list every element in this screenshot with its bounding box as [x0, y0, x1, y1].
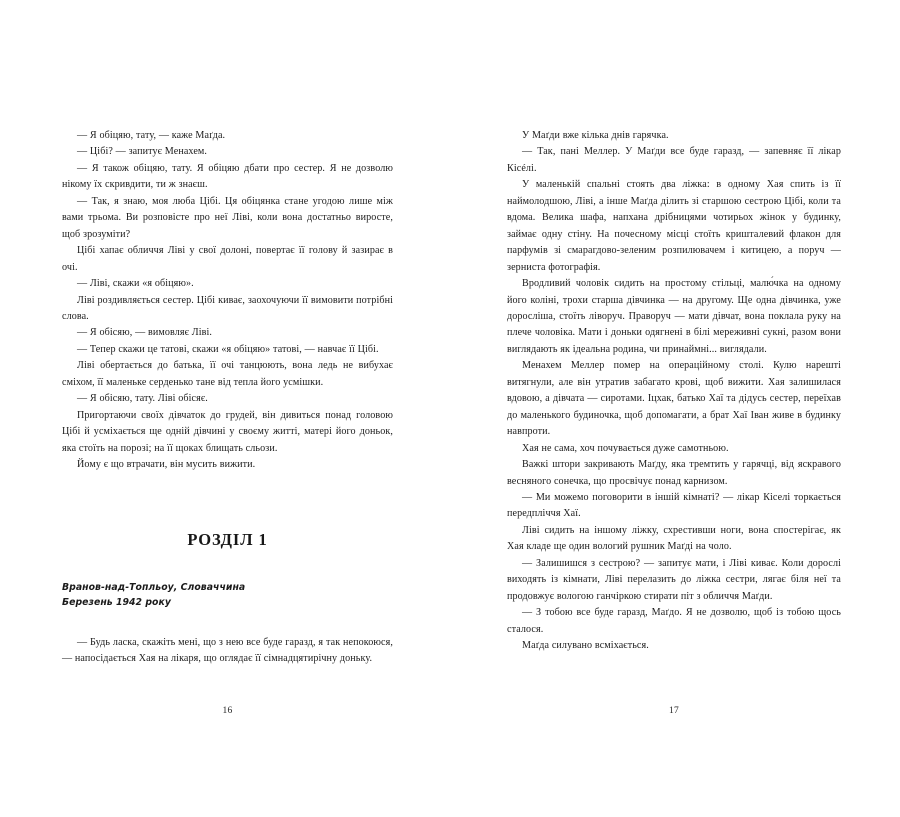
paragraph: — Залишишся з сестрою? — запитує мати, і Ліві киває. Коли дорослі виходять із кімнати, Ліві перелазить до ліжка сестри, лягає біля неї та продовжує вологою ганчіркою стирати піт з обличчя Маґди. [507, 557, 841, 602]
paragraph: Ліві сидить на іншому ліжку, схрестивши ноги, вона спостерігає, як Хая кладе ще один вологий рушник Маґді на чоло. [507, 524, 841, 553]
paragraph: Ліві обертається до батька, її очі танцюють, вона ледь не вибухає сміхом, її маленьке серденько тане від тепла його усмішки. [62, 360, 393, 388]
paragraph: — З тобою все буде гаразд, Маґдо. Я не дозволю, щоб із тобою щось сталося. [507, 607, 841, 635]
paragraph: — Так, пані Меллер. У Маґди все буде гаразд, — запевняє її лікар Кісéлі. [507, 146, 841, 174]
left-page-body-bottom [62, 635, 393, 668]
page-right [507, 128, 841, 728]
paragraph: — Ми можемо поговорити в іншій кімнаті? — лікар Кіселі торкається передпліччя Хаї. [507, 491, 841, 520]
paragraph: Йому є що втрачати, він мусить вижити. [77, 459, 256, 471]
right-page-body [507, 128, 841, 655]
paragraph: — Я обісяю, — вимовляє Ліві. [77, 327, 213, 339]
paragraph: У маленькій спальні стоять два ліжка: в одному Хая спить із її наймолодшою, Ліві, а інше Маґда ділить зі старшою сестрою Цібі, коли та вдома. Велика шафа, напхана дрібницями чотирьох жінок у будинку, займає одну стіну. На почесному місці стоїть кришталевий флакон для парфумів зі смарагдово-зеленим розпилювачем і китицею, а поруч — зерниста фотографія. [507, 179, 841, 273]
dateline-date: Березень 1942 року [62, 597, 171, 609]
paragraph: — Я також обіцяю, тату. Я обіцяю дбати про сестер. Я не дозволю нікому їх скривдити, ти ж знаєш. [62, 162, 393, 191]
paragraph: Цібі хапає обличчя Ліві у свої долоні, повертає її голову й зазирає в очі. [62, 245, 393, 273]
page-number-right: 17 [669, 706, 679, 716]
paragraph: — Тепер скажи це татові, скажи «я обіцяю» татові, — навчає її Цібі. [77, 343, 379, 355]
paragraph: — Я обіцяю, тату, — каже Маґда. [77, 130, 226, 141]
paragraph: У Маґди вже кілька днів гарячка. [522, 130, 669, 141]
paragraph: — Будь ласка, скажіть мені, що з нею все буде гаразд, я так непокоюся, — напосідається Хая на лікаря, що оглядає її сімнадцятирічну доньку. [62, 636, 393, 664]
paragraph: — Я обісяю, тату. Ліві обісяє. [77, 393, 208, 405]
chapter-dateline [62, 580, 393, 611]
paragraph: — Ліві, скажи «я обіцяю». [77, 278, 194, 290]
paragraph: Важкі штори закривають Маґду, яка тремтить у гарячці, від яскравого весняного сонечка, що просвічує понад карнизом. [507, 459, 841, 487]
page-number-left: 16 [222, 706, 233, 716]
chapter-heading-block [62, 530, 393, 611]
paragraph: Менахем Меллер помер на операційному столі. Кулю нарешті витягнули, але він утратив забагато крові, щоб вижити. Хая залишилася вдовою, а дівчата — сиротами. Іцхак, батько Хаї та дідусь сестер, переїхав до маленького будиночка, щоб допомагати, а брат Хаї Іван живе в будинку навпроти. [507, 360, 841, 438]
paragraph: Ліві роздивляється сестер. Цібі киває, заохочуючи її вимовити потрібні слова. [62, 294, 393, 322]
paragraph: Вродливий чоловік сидить на простому стільці, малю́чка на одному його коліні, трохи старша дівчинка — на другому. Ще одна дівчинка, уже дорослішa, стоїть ліворуч. Праворуч — мати дівчат, вона поклала руку на плече чоловіка. Мати і доньки одягнені в білі мереживні сукні, разом вони виглядають як ідеальна родина, чи принаймні... виглядали. [507, 278, 841, 355]
left-page-body-top [62, 128, 393, 474]
chapter-title: РОЗДІЛ 1 [187, 529, 268, 549]
paragraph: — Цібі? — запитує Менахем. [77, 146, 208, 158]
page-left [62, 128, 393, 728]
paragraph: — Так, я знаю, моя люба Цібі. Ця обіцянка стане угодою лише між вами трьома. Ви розповісте про неї Ліві, коли вона достатньо виросте, щоб зрозуміти? [62, 195, 393, 240]
paragraph: Пригортаючи своїх дівчаток до грудей, він дивиться понад головою Цібі й усміхається ще одній дівчині у своєму житті, матері його доньок, яка стоїть на порозі; на її щоках блищать сльози. [62, 409, 393, 454]
dateline-location: Вранов-над-Топльоу, Словаччина [62, 581, 246, 593]
paragraph: Маґда силувано всміхається. [522, 640, 649, 652]
paragraph: Хая не сама, хоч почувається дуже самотньою. [522, 442, 729, 454]
